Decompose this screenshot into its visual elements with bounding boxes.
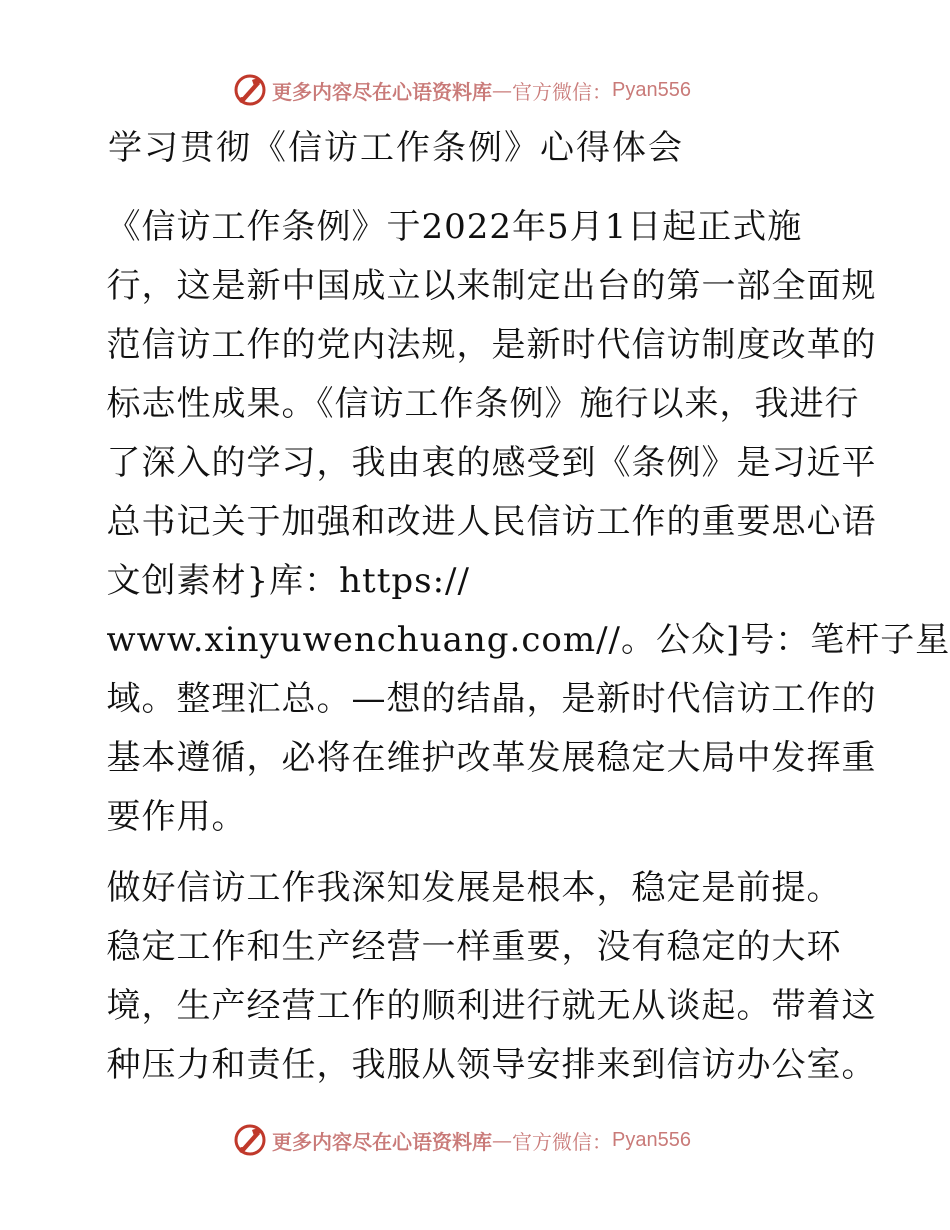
banner-brand-text: 更多内容尽在心语资料库: [272, 1129, 492, 1154]
banner-dash: —: [492, 78, 512, 102]
banner-wechat-id: Pyan556: [612, 1128, 691, 1151]
banner-brand-text: 更多内容尽在心语资料库: [272, 79, 492, 104]
paragraph-line: 基本遵循，必将在维护改革发展稳定大局中发挥重: [106, 738, 877, 778]
quill-logo-icon: [232, 72, 268, 108]
paragraph-line: 境，生产经营工作的顺利进行就无从谈起。带着这: [106, 986, 877, 1026]
paragraph-2: [98, 859, 877, 1095]
paragraph-line: 域。整理汇总。—想的结晶，是新时代信访工作的: [106, 679, 877, 719]
banner-wechat-label: 官方微信：: [512, 79, 612, 104]
paragraph-line: www.xinyuwenchuang.com//。公众]号：笔杆子星: [106, 620, 950, 660]
paragraph-line: 了深入的学习，我由衷的感受到《条例》是习近平: [106, 443, 877, 483]
paragraph-line: 文创素材}库：https://: [106, 561, 470, 601]
banner-wechat-label: 官方微信：: [512, 1129, 612, 1154]
paragraph-line: 标志性成果。《信访工作条例》施行以来，我进行: [106, 384, 860, 424]
paragraph-line: 要作用。: [106, 797, 247, 837]
paragraph-line: 做好信访工作我深知发展是根本，稳定是前提。: [106, 868, 842, 908]
paragraph-line: 范信访工作的党内法规，是新时代信访制度改革的: [106, 325, 877, 365]
header-banner: [232, 70, 712, 110]
document-body: [98, 120, 950, 1107]
quill-logo-icon: [232, 1122, 268, 1158]
paragraph-line: 《信访工作条例》于2022年5月1日起正式施: [106, 207, 803, 247]
paragraph-line: 稳定工作和生产经营一样重要，没有稳定的大环: [106, 927, 842, 967]
footer-banner: [232, 1120, 712, 1160]
paragraph-line: 种压力和责任，我服从领导安排来到信访办公室。: [106, 1045, 877, 1085]
paragraph-line: 总书记关于加强和改进人民信访工作的重要思心语: [106, 502, 877, 542]
document-title: 学习贯彻《信访工作条例》心得体会: [108, 128, 684, 168]
paragraph-1: [98, 198, 950, 847]
banner-wechat-id: Pyan556: [612, 78, 691, 101]
paragraph-line: 行，这是新中国成立以来制定出台的第一部全面规: [106, 266, 877, 306]
banner-dash: —: [492, 1128, 512, 1152]
